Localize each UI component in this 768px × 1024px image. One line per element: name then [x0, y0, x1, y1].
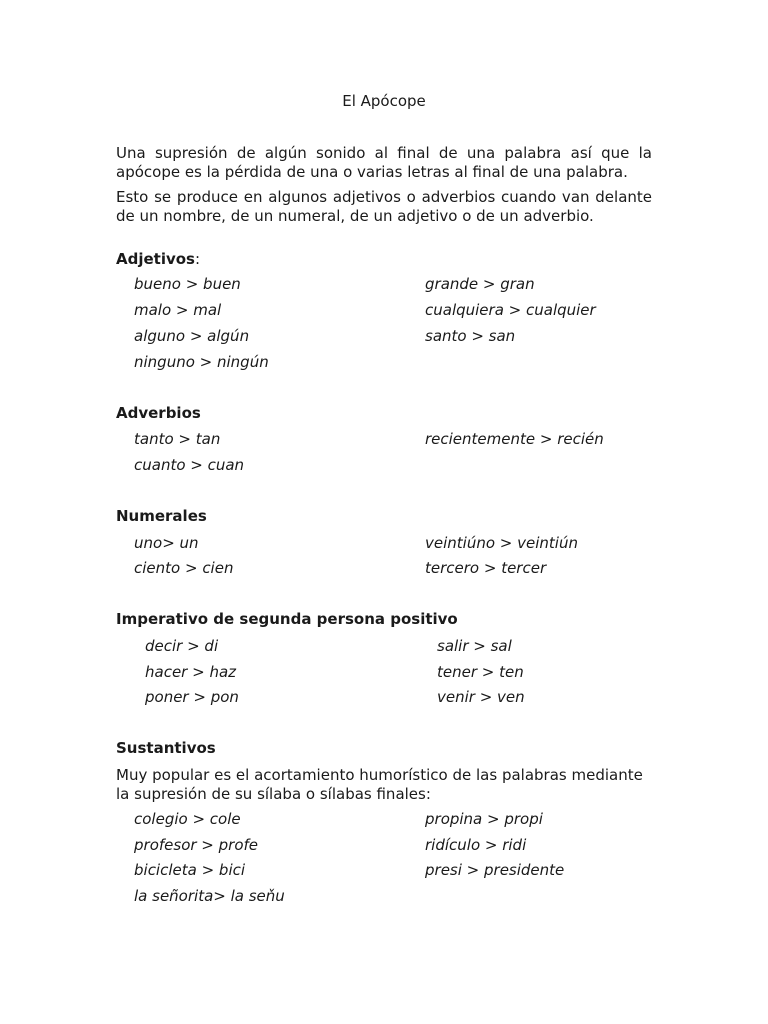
list-row — [116, 557, 652, 579]
list-row — [116, 808, 652, 830]
apocope-pair: presi > presidente — [425, 861, 565, 879]
apocope-pair: grande > gran — [425, 275, 535, 293]
list-row — [116, 834, 652, 856]
apocope-pair: tanto > tan — [134, 430, 221, 448]
list-row — [116, 454, 652, 476]
apocope-pair: la señorita> la seňu — [134, 887, 285, 905]
apocope-pair: colegio > cole — [134, 810, 241, 828]
list-row — [116, 859, 652, 881]
apocope-pair: poner > pon — [145, 688, 239, 706]
apocope-pair: decir > di — [145, 637, 219, 655]
apocope-pair: ciento > cien — [134, 559, 234, 577]
apocope-pair: propina > propi — [425, 810, 543, 828]
section-heading-adverbios: Adverbios — [116, 404, 201, 422]
intro-paragraph-1: Una supresión de algún sonido al final de una palabra así que la apócope es la pérdida de una o varias letras al final de una palabra. — [116, 144, 652, 181]
section-heading-numerales: Numerales — [116, 507, 207, 525]
intro-paragraph-2: Esto se produce en algunos adjetivos o adverbios cuando van delante de un nombre, de un numeral, de un adjetivo o de un adverbio. — [116, 188, 652, 225]
apocope-pair: profesor > profe — [134, 836, 259, 854]
document-title: El Apócope — [342, 92, 426, 110]
list-row — [116, 428, 652, 450]
apocope-pair: tercero > tercer — [425, 559, 547, 577]
list-row — [116, 351, 652, 373]
apocope-pair: bueno > buen — [134, 275, 241, 293]
list-row — [116, 885, 652, 907]
heading-colon: : — [194, 250, 201, 268]
apocope-pair: salir > sal — [437, 637, 512, 655]
section-heading-adjetivos — [116, 249, 200, 269]
apocope-pair: ridículo > ridi — [425, 836, 527, 854]
apocope-pair: veintiúno > veintiún — [425, 534, 578, 552]
list-row — [116, 299, 652, 321]
apocope-pair: alguno > algún — [134, 327, 250, 345]
apocope-pair: bicicleta > bici — [134, 861, 246, 879]
list-row — [116, 635, 652, 657]
list-row — [116, 532, 652, 554]
apocope-pair: hacer > haz — [145, 663, 237, 681]
apocope-pair: cualquiera > cualquier — [425, 301, 596, 319]
apocope-pair: cuanto > cuan — [134, 456, 245, 474]
apocope-pair: malo > mal — [134, 301, 222, 319]
section-heading-imperativo: Imperativo de segunda persona positivo — [116, 610, 458, 628]
apocope-pair: santo > san — [425, 327, 516, 345]
apocope-pair: tener > ten — [437, 663, 524, 681]
apocope-pair: ninguno > ningún — [134, 353, 269, 371]
section-heading-sustantivos: Sustantivos — [116, 739, 216, 757]
section-heading-adjetivos-label: Adjetivos — [116, 250, 195, 268]
list-row — [116, 686, 652, 708]
list-row — [116, 273, 652, 295]
list-row — [116, 325, 652, 347]
sustantivos-paragraph: Muy popular es el acortamiento humorístico de las palabras mediante la supresión de su sílaba o sílabas finales: — [116, 766, 643, 803]
apocope-pair: recientemente > recién — [425, 430, 604, 448]
list-row — [116, 661, 652, 683]
apocope-pair: uno> un — [134, 534, 199, 552]
apocope-pair: venir > ven — [437, 688, 525, 706]
